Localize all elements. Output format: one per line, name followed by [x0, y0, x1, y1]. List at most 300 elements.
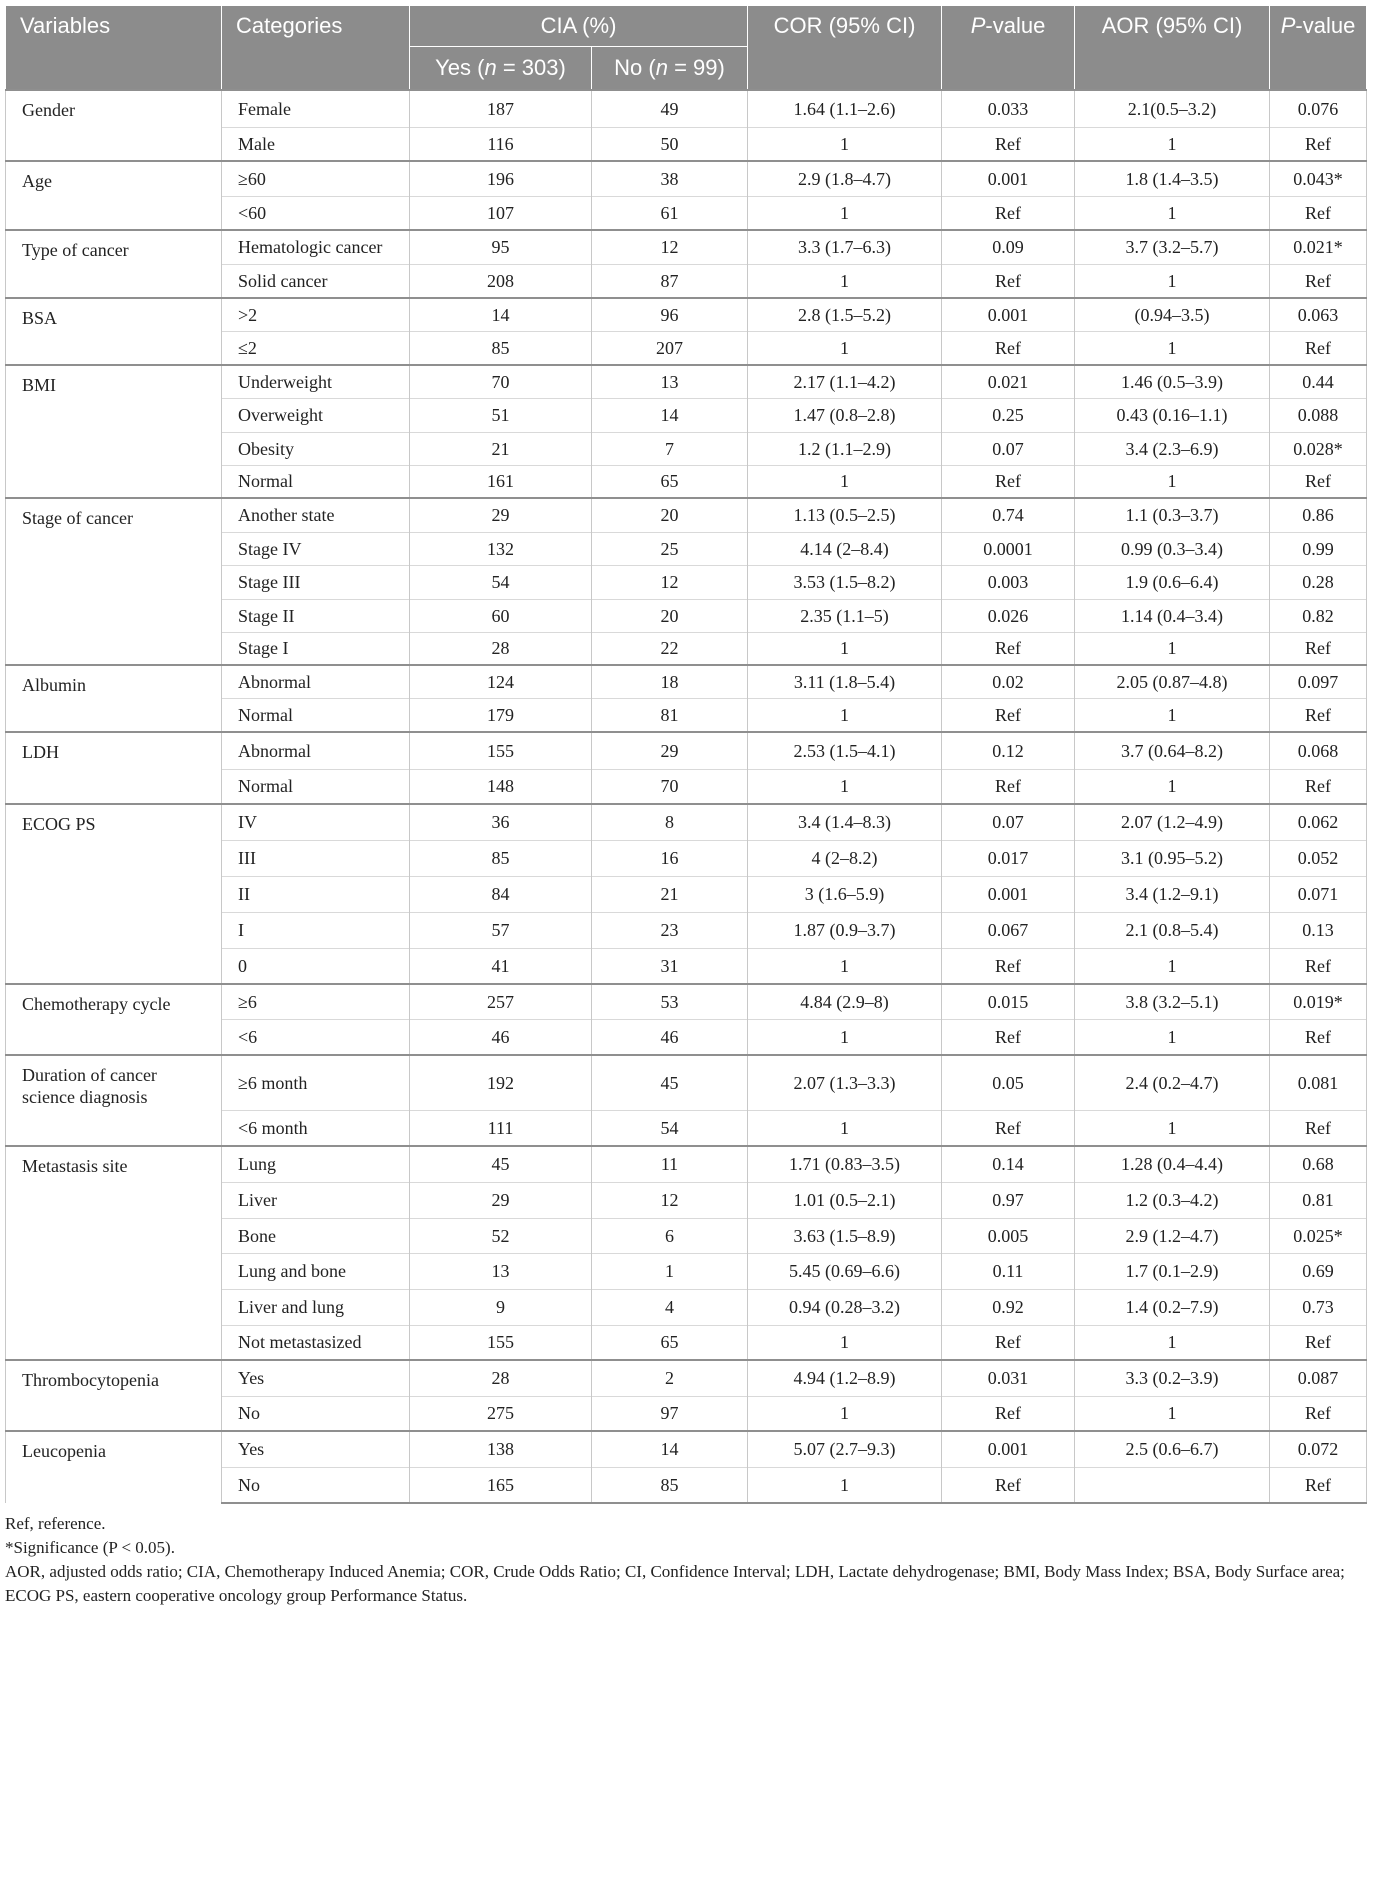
table-row — [6, 984, 1367, 1019]
cor-p-value-cell: Ref — [942, 1019, 1075, 1055]
cia-yes-cell: 9 — [410, 1289, 592, 1325]
cia-no-cell: 25 — [592, 532, 748, 565]
table-row — [6, 804, 1367, 840]
cor-cell: 2.53 (1.5–4.1) — [748, 732, 942, 769]
header-p-value-aor: P-value — [1270, 6, 1367, 91]
category-cell: Liver — [222, 1182, 410, 1218]
cia-no-cell: 20 — [592, 599, 748, 632]
header-variables: Variables — [6, 6, 222, 91]
cia-yes-cell: 36 — [410, 804, 592, 840]
aor-cell: 3.7 (0.64–8.2) — [1075, 732, 1270, 769]
aor-cell: (0.94–3.5) — [1075, 298, 1270, 331]
aor-cell: 1.1 (0.3–3.7) — [1075, 498, 1270, 532]
cia-no-cell: 50 — [592, 127, 748, 161]
aor-p-value-cell: 0.99 — [1270, 532, 1367, 565]
cor-p-value-cell: Ref — [942, 698, 1075, 732]
cor-p-value-cell: 0.25 — [942, 398, 1075, 432]
cor-p-value-cell: Ref — [942, 196, 1075, 230]
aor-cell: 3.7 (3.2–5.7) — [1075, 230, 1270, 264]
aor-p-value-cell: 0.025* — [1270, 1218, 1367, 1253]
aor-p-value-cell: 0.73 — [1270, 1289, 1367, 1325]
aor-cell: 1.46 (0.5–3.9) — [1075, 365, 1270, 398]
variable-cell: Stage of cancer — [6, 498, 222, 665]
cor-p-value-cell: Ref — [942, 1325, 1075, 1360]
cor-cell: 1.01 (0.5–2.1) — [748, 1182, 942, 1218]
category-cell: Obesity — [222, 432, 410, 465]
cor-p-value-cell: Ref — [942, 127, 1075, 161]
cor-cell: 3.4 (1.4–8.3) — [748, 804, 942, 840]
cor-cell: 2.07 (1.3–3.3) — [748, 1055, 942, 1110]
table-row — [6, 732, 1367, 769]
cia-no-cell: 18 — [592, 665, 748, 698]
aor-cell: 2.07 (1.2–4.9) — [1075, 804, 1270, 840]
aor-cell: 0.99 (0.3–3.4) — [1075, 532, 1270, 565]
page — [5, 5, 1366, 1608]
category-cell: I — [222, 912, 410, 948]
variable-cell: Thrombocytopenia — [6, 1360, 222, 1431]
cor-p-value-cell: 0.001 — [942, 298, 1075, 331]
aor-cell: 1 — [1075, 1325, 1270, 1360]
cia-no-cell: 11 — [592, 1146, 748, 1182]
aor-cell: 2.4 (0.2–4.7) — [1075, 1055, 1270, 1110]
cia-no-cell: 70 — [592, 769, 748, 804]
aor-p-value-cell: 0.068 — [1270, 732, 1367, 769]
cia-yes-cell: 148 — [410, 769, 592, 804]
cor-p-value-cell: 0.001 — [942, 161, 1075, 196]
cia-yes-cell: 60 — [410, 599, 592, 632]
table-row — [6, 161, 1367, 196]
aor-cell: 3.4 (1.2–9.1) — [1075, 876, 1270, 912]
cor-cell: 1 — [748, 1110, 942, 1146]
aor-p-value-cell: Ref — [1270, 127, 1367, 161]
aor-p-value-cell: 0.82 — [1270, 599, 1367, 632]
category-cell: Stage IV — [222, 532, 410, 565]
aor-cell: 1.4 (0.2–7.9) — [1075, 1289, 1270, 1325]
cor-cell: 5.45 (0.69–6.6) — [748, 1253, 942, 1289]
aor-cell: 1 — [1075, 1396, 1270, 1431]
variable-cell: BSA — [6, 298, 222, 365]
aor-p-value-cell: 0.072 — [1270, 1431, 1367, 1467]
table-row — [6, 1146, 1367, 1182]
cor-cell: 1 — [748, 1396, 942, 1431]
cor-cell: 3.11 (1.8–5.4) — [748, 665, 942, 698]
aor-cell: 1 — [1075, 1019, 1270, 1055]
cor-cell: 4.14 (2–8.4) — [748, 532, 942, 565]
header-categories: Categories — [222, 6, 410, 91]
cia-yes-cell: 116 — [410, 127, 592, 161]
aor-p-value-cell: 0.071 — [1270, 876, 1367, 912]
cor-p-value-cell: Ref — [942, 1110, 1075, 1146]
cor-p-value-cell: 0.97 — [942, 1182, 1075, 1218]
cia-yes-cell: 41 — [410, 948, 592, 984]
cor-cell: 1.47 (0.8–2.8) — [748, 398, 942, 432]
variable-cell: Metastasis site — [6, 1146, 222, 1360]
variable-cell: Duration of cancer science diagnosis — [6, 1055, 222, 1146]
cor-p-value-cell: 0.07 — [942, 432, 1075, 465]
category-cell: Normal — [222, 465, 410, 498]
cor-cell: 1 — [748, 465, 942, 498]
table-row — [6, 230, 1367, 264]
footnote-significance: *Significance (P < 0.05). — [5, 1538, 175, 1557]
cia-yes-cell: 51 — [410, 398, 592, 432]
cor-p-value-cell: Ref — [942, 948, 1075, 984]
category-cell: No — [222, 1467, 410, 1503]
cia-no-cell: 38 — [592, 161, 748, 196]
aor-cell: 3.1 (0.95–5.2) — [1075, 840, 1270, 876]
cor-p-value-cell: 0.74 — [942, 498, 1075, 532]
cia-yes-cell: 124 — [410, 665, 592, 698]
category-cell: III — [222, 840, 410, 876]
category-cell: Abnormal — [222, 665, 410, 698]
cia-yes-cell: 196 — [410, 161, 592, 196]
cia-yes-cell: 28 — [410, 1360, 592, 1396]
category-cell: Stage I — [222, 632, 410, 665]
cia-yes-cell: 14 — [410, 298, 592, 331]
aor-p-value-cell: 0.088 — [1270, 398, 1367, 432]
cor-cell: 1 — [748, 769, 942, 804]
aor-p-value-cell: Ref — [1270, 264, 1367, 298]
cia-yes-cell: 85 — [410, 331, 592, 365]
cia-no-cell: 49 — [592, 90, 748, 127]
header-cia-no: No (n = 99) — [592, 47, 748, 91]
category-cell: Lung — [222, 1146, 410, 1182]
category-cell: Underweight — [222, 365, 410, 398]
aor-p-value-cell: Ref — [1270, 196, 1367, 230]
aor-p-value-cell: 0.087 — [1270, 1360, 1367, 1396]
cor-cell: 1.13 (0.5–2.5) — [748, 498, 942, 532]
category-cell: Stage III — [222, 565, 410, 599]
variable-cell: BMI — [6, 365, 222, 498]
cia-no-cell: 14 — [592, 1431, 748, 1467]
cor-p-value-cell: Ref — [942, 1467, 1075, 1503]
aor-cell: 1 — [1075, 465, 1270, 498]
cia-no-cell: 207 — [592, 331, 748, 365]
table-row — [6, 498, 1367, 532]
cia-yes-cell: 165 — [410, 1467, 592, 1503]
cia-yes-cell: 29 — [410, 498, 592, 532]
cia-no-cell: 4 — [592, 1289, 748, 1325]
cor-cell: 3.3 (1.7–6.3) — [748, 230, 942, 264]
cia-yes-cell: 107 — [410, 196, 592, 230]
cia-yes-cell: 52 — [410, 1218, 592, 1253]
results-table — [5, 5, 1367, 1504]
cia-no-cell: 31 — [592, 948, 748, 984]
aor-cell: 1 — [1075, 264, 1270, 298]
aor-cell: 1 — [1075, 769, 1270, 804]
aor-p-value-cell: Ref — [1270, 948, 1367, 984]
category-cell: Normal — [222, 769, 410, 804]
aor-cell: 1.14 (0.4–3.4) — [1075, 599, 1270, 632]
aor-cell: 3.4 (2.3–6.9) — [1075, 432, 1270, 465]
cia-yes-cell: 192 — [410, 1055, 592, 1110]
cia-no-cell: 29 — [592, 732, 748, 769]
cor-p-value-cell: 0.07 — [942, 804, 1075, 840]
category-cell: ≥6 month — [222, 1055, 410, 1110]
category-cell: Solid cancer — [222, 264, 410, 298]
aor-cell: 1.28 (0.4–4.4) — [1075, 1146, 1270, 1182]
cor-p-value-cell: 0.11 — [942, 1253, 1075, 1289]
aor-p-value-cell: 0.097 — [1270, 665, 1367, 698]
aor-cell: 2.1(0.5–3.2) — [1075, 90, 1270, 127]
table-row — [6, 298, 1367, 331]
cor-cell: 3.53 (1.5–8.2) — [748, 565, 942, 599]
cia-yes-cell: 155 — [410, 732, 592, 769]
aor-cell: 2.1 (0.8–5.4) — [1075, 912, 1270, 948]
cia-no-cell: 61 — [592, 196, 748, 230]
cor-p-value-cell: 0.031 — [942, 1360, 1075, 1396]
cia-yes-cell: 29 — [410, 1182, 592, 1218]
category-cell: Yes — [222, 1431, 410, 1467]
cia-yes-cell: 21 — [410, 432, 592, 465]
aor-p-value-cell: Ref — [1270, 1467, 1367, 1503]
aor-p-value-cell: Ref — [1270, 769, 1367, 804]
table-row — [6, 665, 1367, 698]
cia-no-cell: 13 — [592, 365, 748, 398]
aor-p-value-cell: Ref — [1270, 698, 1367, 732]
cor-p-value-cell: 0.003 — [942, 565, 1075, 599]
cor-p-value-cell: 0.033 — [942, 90, 1075, 127]
category-cell: II — [222, 876, 410, 912]
cor-p-value-cell: Ref — [942, 632, 1075, 665]
cor-cell: 1.87 (0.9–3.7) — [748, 912, 942, 948]
cia-no-cell: 12 — [592, 565, 748, 599]
aor-p-value-cell: 0.063 — [1270, 298, 1367, 331]
variable-cell: Leucopenia — [6, 1431, 222, 1503]
aor-cell: 1.9 (0.6–6.4) — [1075, 565, 1270, 599]
aor-p-value-cell: 0.062 — [1270, 804, 1367, 840]
cia-no-cell: 54 — [592, 1110, 748, 1146]
variable-cell: ECOG PS — [6, 804, 222, 984]
cia-yes-cell: 275 — [410, 1396, 592, 1431]
category-cell: Normal — [222, 698, 410, 732]
cor-cell: 2.17 (1.1–4.2) — [748, 365, 942, 398]
cia-no-cell: 65 — [592, 1325, 748, 1360]
category-cell: Female — [222, 90, 410, 127]
cia-no-cell: 7 — [592, 432, 748, 465]
cor-p-value-cell: 0.12 — [942, 732, 1075, 769]
category-cell: Another state — [222, 498, 410, 532]
category-cell: ≥6 — [222, 984, 410, 1019]
header-p-value-cor: P-value — [942, 6, 1075, 91]
cor-cell: 1 — [748, 127, 942, 161]
aor-p-value-cell: 0.043* — [1270, 161, 1367, 196]
category-cell: Overweight — [222, 398, 410, 432]
aor-p-value-cell: Ref — [1270, 1019, 1367, 1055]
category-cell: IV — [222, 804, 410, 840]
cia-no-cell: 53 — [592, 984, 748, 1019]
footnote-ref: Ref, reference. — [5, 1514, 106, 1533]
cor-p-value-cell: 0.015 — [942, 984, 1075, 1019]
aor-p-value-cell: 0.019* — [1270, 984, 1367, 1019]
aor-cell: 1 — [1075, 698, 1270, 732]
cia-yes-cell: 132 — [410, 532, 592, 565]
cor-p-value-cell: 0.067 — [942, 912, 1075, 948]
category-cell: <6 month — [222, 1110, 410, 1146]
header-cor: COR (95% CI) — [748, 6, 942, 91]
aor-p-value-cell: 0.81 — [1270, 1182, 1367, 1218]
variable-cell: LDH — [6, 732, 222, 804]
aor-cell: 2.05 (0.87–4.8) — [1075, 665, 1270, 698]
category-cell: No — [222, 1396, 410, 1431]
aor-p-value-cell: 0.021* — [1270, 230, 1367, 264]
table-row — [6, 1431, 1367, 1467]
aor-cell: 1 — [1075, 196, 1270, 230]
aor-p-value-cell: 0.86 — [1270, 498, 1367, 532]
cor-p-value-cell: 0.02 — [942, 665, 1075, 698]
cia-yes-cell: 138 — [410, 1431, 592, 1467]
aor-cell: 1 — [1075, 948, 1270, 984]
aor-p-value-cell: 0.076 — [1270, 90, 1367, 127]
aor-p-value-cell: Ref — [1270, 1396, 1367, 1431]
category-cell: >2 — [222, 298, 410, 331]
table-header — [6, 6, 1367, 91]
cor-cell: 4 (2–8.2) — [748, 840, 942, 876]
cor-cell: 1 — [748, 632, 942, 665]
cia-yes-cell: 57 — [410, 912, 592, 948]
cor-p-value-cell: 0.021 — [942, 365, 1075, 398]
aor-p-value-cell: 0.13 — [1270, 912, 1367, 948]
cor-cell: 1 — [748, 1019, 942, 1055]
cia-no-cell: 6 — [592, 1218, 748, 1253]
table-row — [6, 1055, 1367, 1110]
cor-cell: 1.2 (1.1–2.9) — [748, 432, 942, 465]
cia-no-cell: 22 — [592, 632, 748, 665]
cor-cell: 1.71 (0.83–3.5) — [748, 1146, 942, 1182]
cor-p-value-cell: 0.001 — [942, 1431, 1075, 1467]
variable-cell: Type of cancer — [6, 230, 222, 298]
variable-cell: Chemotherapy cycle — [6, 984, 222, 1055]
cia-yes-cell: 179 — [410, 698, 592, 732]
cor-cell: 1 — [748, 1467, 942, 1503]
cor-cell: 0.94 (0.28–3.2) — [748, 1289, 942, 1325]
cor-cell: 2.8 (1.5–5.2) — [748, 298, 942, 331]
cor-p-value-cell: 0.14 — [942, 1146, 1075, 1182]
category-cell: ≤2 — [222, 331, 410, 365]
cor-cell: 1 — [748, 948, 942, 984]
footnote-abbreviations: AOR, adjusted odds ratio; CIA, Chemotherapy Induced Anemia; COR, Crude Odds Ratio; CI, Confidence Interval; LDH, Lactate dehydrogenase; BMI, Body Mass Index; BSA, Body Surface area; ECOG PS, eastern cooperative oncology group Performance Status. — [5, 1562, 1345, 1605]
category-cell: Bone — [222, 1218, 410, 1253]
aor-cell: 3.8 (3.2–5.1) — [1075, 984, 1270, 1019]
cor-p-value-cell: 0.0001 — [942, 532, 1075, 565]
aor-p-value-cell: 0.028* — [1270, 432, 1367, 465]
cia-no-cell: 21 — [592, 876, 748, 912]
cia-no-cell: 85 — [592, 1467, 748, 1503]
category-cell: Stage II — [222, 599, 410, 632]
cia-yes-cell: 155 — [410, 1325, 592, 1360]
cia-yes-cell: 13 — [410, 1253, 592, 1289]
cor-p-value-cell: 0.09 — [942, 230, 1075, 264]
cia-no-cell: 81 — [592, 698, 748, 732]
category-cell: Male — [222, 127, 410, 161]
aor-cell: 2.9 (1.2–4.7) — [1075, 1218, 1270, 1253]
category-cell: <60 — [222, 196, 410, 230]
table-row — [6, 90, 1367, 127]
aor-cell: 1 — [1075, 331, 1270, 365]
cor-p-value-cell: Ref — [942, 465, 1075, 498]
cia-no-cell: 96 — [592, 298, 748, 331]
aor-cell: 1 — [1075, 1110, 1270, 1146]
cor-cell: 1 — [748, 1325, 942, 1360]
cor-p-value-cell: Ref — [942, 331, 1075, 365]
cor-p-value-cell: 0.026 — [942, 599, 1075, 632]
variable-cell: Gender — [6, 90, 222, 161]
cor-cell: 1 — [748, 196, 942, 230]
cia-yes-cell: 85 — [410, 840, 592, 876]
variable-cell: Age — [6, 161, 222, 230]
cia-yes-cell: 95 — [410, 230, 592, 264]
cor-p-value-cell: 0.017 — [942, 840, 1075, 876]
cor-cell: 1.64 (1.1–2.6) — [748, 90, 942, 127]
cor-p-value-cell: 0.001 — [942, 876, 1075, 912]
aor-p-value-cell: 0.44 — [1270, 365, 1367, 398]
cia-yes-cell: 46 — [410, 1019, 592, 1055]
table-row — [6, 365, 1367, 398]
table-footnotes — [5, 1512, 1366, 1608]
cia-yes-cell: 161 — [410, 465, 592, 498]
aor-cell: 0.43 (0.16–1.1) — [1075, 398, 1270, 432]
category-cell: Not metastasized — [222, 1325, 410, 1360]
cor-cell: 3 (1.6–5.9) — [748, 876, 942, 912]
category-cell: Abnormal — [222, 732, 410, 769]
cia-no-cell: 97 — [592, 1396, 748, 1431]
cor-cell: 5.07 (2.7–9.3) — [748, 1431, 942, 1467]
aor-p-value-cell: Ref — [1270, 465, 1367, 498]
cor-p-value-cell: Ref — [942, 264, 1075, 298]
category-cell: <6 — [222, 1019, 410, 1055]
cia-no-cell: 1 — [592, 1253, 748, 1289]
aor-p-value-cell: Ref — [1270, 1110, 1367, 1146]
category-cell: Lung and bone — [222, 1253, 410, 1289]
cor-cell: 3.63 (1.5–8.9) — [748, 1218, 942, 1253]
cia-no-cell: 2 — [592, 1360, 748, 1396]
aor-p-value-cell: 0.052 — [1270, 840, 1367, 876]
aor-p-value-cell: Ref — [1270, 632, 1367, 665]
aor-p-value-cell: 0.69 — [1270, 1253, 1367, 1289]
cia-no-cell: 23 — [592, 912, 748, 948]
cor-cell: 1 — [748, 698, 942, 732]
cia-no-cell: 20 — [592, 498, 748, 532]
cia-no-cell: 14 — [592, 398, 748, 432]
aor-cell: 3.3 (0.2–3.9) — [1075, 1360, 1270, 1396]
cor-cell: 1 — [748, 264, 942, 298]
cor-p-value-cell: Ref — [942, 769, 1075, 804]
aor-cell: 1 — [1075, 127, 1270, 161]
cor-p-value-cell: 0.05 — [942, 1055, 1075, 1110]
cor-cell: 2.9 (1.8–4.7) — [748, 161, 942, 196]
aor-p-value-cell: Ref — [1270, 1325, 1367, 1360]
cia-yes-cell: 84 — [410, 876, 592, 912]
aor-cell: 1 — [1075, 632, 1270, 665]
cia-no-cell: 65 — [592, 465, 748, 498]
cia-no-cell: 45 — [592, 1055, 748, 1110]
cia-no-cell: 12 — [592, 230, 748, 264]
category-cell: Yes — [222, 1360, 410, 1396]
cia-yes-cell: 187 — [410, 90, 592, 127]
cor-p-value-cell: 0.92 — [942, 1289, 1075, 1325]
category-cell: ≥60 — [222, 161, 410, 196]
aor-cell: 2.5 (0.6–6.7) — [1075, 1431, 1270, 1467]
header-cia: CIA (%) — [410, 6, 748, 47]
cia-no-cell: 12 — [592, 1182, 748, 1218]
cor-p-value-cell: Ref — [942, 1396, 1075, 1431]
category-cell: 0 — [222, 948, 410, 984]
aor-p-value-cell: 0.081 — [1270, 1055, 1367, 1110]
aor-cell: 1.7 (0.1–2.9) — [1075, 1253, 1270, 1289]
table-body — [6, 90, 1367, 1503]
aor-cell: 1.2 (0.3–4.2) — [1075, 1182, 1270, 1218]
aor-p-value-cell: Ref — [1270, 331, 1367, 365]
category-cell: Liver and lung — [222, 1289, 410, 1325]
